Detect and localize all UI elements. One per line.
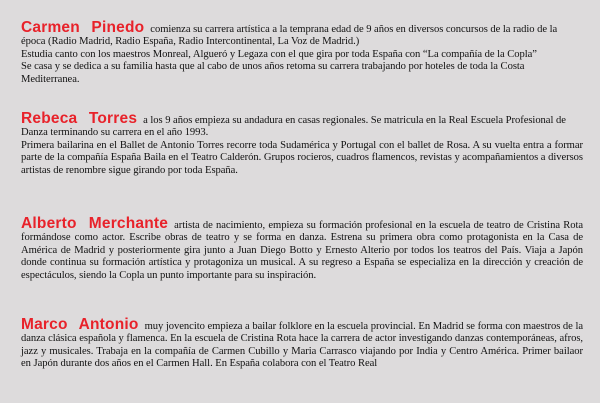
bio-intro-text: muy jovencito empieza a bailar folklore en la escuela provincial. En Madrid se forma con maestros de la danza clásica española y flamenca. En la escuela de Cristina Rota hace la carrera de actor investigando danzas contemporáneas, afros, jazz y musicales. Trabaja en la compañía de Carmen Cubillo y Maria Carrasco viajando por India y Centro América. Primer bailaor en Japón durante dos años en el Carmen Hall. En España colabora con el Teatro Real bbox=[21, 321, 583, 370]
bio-intro-text: artista de nacimiento, empieza su formación profesional en la escuela de teatro de Cristina Rota formándose como actor. Escribe obras de teatro y se forma en danza. Estrena su primera obra como protagonista en la Casa de América de Madrid y posteriormente gira junto a Juan Diego Botto y Ernesto Alterio por todos los teatros del País. Viaja a Japón donde continua su formación artística y protagoniza un musical. A su regreso a España se especializa en la dirección y creación de espectáculos, siendo la Copla un punto importante para su inspiración. bbox=[21, 220, 583, 281]
artist-name: Carmen Pinedo bbox=[21, 19, 145, 36]
bio-carmen-pinedo bbox=[21, 19, 583, 86]
bio-paragraph: Primera bailarina en el Ballet de Antonio Torres recorre toda Sudamérica y Portugal con el ballet de Rosa. A su vuelta entra a formar parte de la compañía España Baila en el Teatro Calderón. Grupos rocieros, cuadros flamencos, revistas y acompañamientos a diversos artistas de renombre sigue girando por toda España. bbox=[21, 139, 583, 176]
artist-name: Alberto Merchante bbox=[21, 215, 169, 232]
artist-name: Marco Antonio bbox=[21, 316, 139, 333]
bio-marco-antonio bbox=[21, 316, 583, 371]
bio-intro-text: a los 9 años empieza su andadura en casas regionales. Se matricula en la Real Escuela Profesional de Danza terminando su carrera en el año 1993. bbox=[21, 115, 566, 139]
bio-paragraph: Se casa y se dedica a su familia hasta que al cabo de unos años retoma su carrera trabajando por hoteles de toda la Costa Mediterranea. bbox=[21, 61, 525, 85]
bio-alberto-merchante bbox=[21, 215, 583, 282]
bio-intro-paragraph bbox=[21, 316, 583, 371]
bio-rebeca-torres bbox=[21, 110, 583, 177]
artist-name: Rebeca Torres bbox=[21, 110, 138, 127]
bio-intro-paragraph bbox=[21, 19, 583, 49]
bio-intro-paragraph bbox=[21, 215, 583, 282]
bio-intro-text: comienza su carrera artística a la temprana edad de 9 años en diversos concursos de la radio de la época (Radio Madrid, Radio España, Radio Intercontinental, La Voz de Madrid.) bbox=[21, 24, 558, 48]
bio-intro-paragraph bbox=[21, 110, 583, 140]
bio-paragraph: Estudia canto con los maestros Monreal, Algueró y Legaza con el que gira por toda España con “La compañía de la Copla” bbox=[21, 48, 537, 60]
